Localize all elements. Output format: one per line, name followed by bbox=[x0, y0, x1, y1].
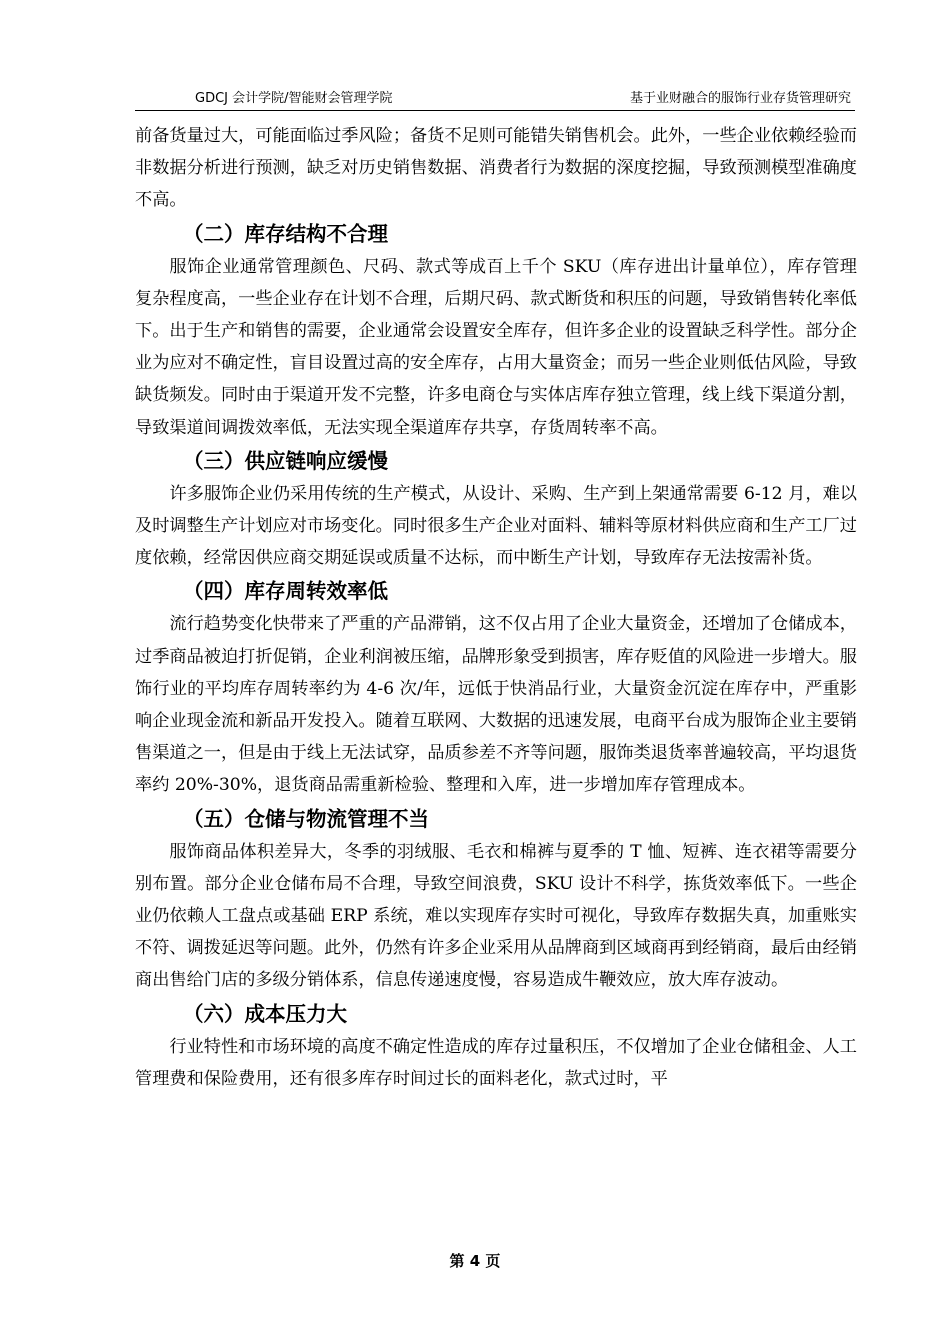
header-institution: GDCJ 会计学院/智能财会管理学院 bbox=[195, 91, 393, 106]
page-number: 第 4 页 bbox=[449, 1252, 501, 1270]
section-paragraph-6: 行业特性和市场环境的高度不确定性造成的库存过量积压，不仅增加了企业仓储租金、人工管理费和保险费用，还有很多库存时间过长的面料老化，款式过时，平 bbox=[135, 1036, 857, 1089]
section-heading-3: （三）供应链响应缓慢 bbox=[183, 448, 388, 473]
section-heading-4: （四）库存周转效率低 bbox=[183, 579, 388, 604]
section-paragraph-2: 服饰企业通常管理颜色、尺码、款式等成百上千个 SKU（库存进出计量单位），库存管理复杂程度高，一些企业存在计划不合理，后期尺码、款式断货和积压的问题，导致销售转化率低下。出于生产和销售的需要，企业通常会设置安全库存，但许多企业的设置缺乏科学性。部分企业为应对不确定性，盲目设置过高的安全库存，占用大量资金；而另一些企业则低估风险，导致缺货频发。同时由于渠道开发不完整，许多电商仓与实体店库存独立管理，线上线下渠道分割，导致渠道间调拨效率低，无法实现全渠道库存共享，存货周转率不高。 bbox=[135, 256, 857, 438]
section-heading-2: （二）库存结构不合理 bbox=[183, 221, 388, 246]
page-body bbox=[135, 120, 857, 1095]
section-heading-6: （六）成本压力大 bbox=[183, 1001, 347, 1026]
section-paragraph-4: 流行趋势变化快带来了严重的产品滞销，这不仅占用了企业大量资金，还增加了仓储成本，过季商品被迫打折促销，企业利润被压缩，品牌形象受到损害，库存贬值的风险进一步增大。服饰行业的平均库存周转率约为 4-6 次/年，远低于快消品行业，大量资金沉淀在库存中，严重影响企业现金流和新品开发投入。随着互联网、大数据的迅速发展，电商平台成为服饰企业主要销售渠道之一，但是由于线上无法试穿，品质参差不齐等问题，服饰类退货率普遍较高，平均退货率约 20%-30%，退货商品需重新检验、整理和入库，进一步增加库存管理成本。 bbox=[135, 614, 857, 796]
header-paper-title: 基于业财融合的服饰行业存货管理研究 bbox=[629, 91, 851, 106]
section-paragraph-3: 许多服饰企业仍采用传统的生产模式，从设计、采购、生产到上架通常需要 6-12 月，难以及时调整生产计划应对市场变化。同时很多生产企业对面料、辅料等原材料供应商和生产工厂过度依赖，经常因供应商交期延误或质量不达标，而中断生产计划，导致库存无法按需补货。 bbox=[135, 483, 857, 569]
page-header bbox=[135, 88, 855, 111]
paragraph-continued: 前备货量过大，可能面临过季风险；备货不足则可能错失销售机会。此外，一些企业依赖经验而非数据分析进行预测，缺乏对历史销售数据、消费者行为数据的深度挖掘，导致预测模型准确度不高。 bbox=[135, 126, 857, 211]
section-paragraph-5: 服饰商品体积差异大，冬季的羽绒服、毛衣和棉裤与夏季的 T 恤、短裤、连衣裙等需要分别布置。部分企业仓储布局不合理，导致空间浪费，SKU 设计不科学，拣货效率低下。一些企业仍依赖人工盘点或基础 ERP 系统，难以实现库存实时可视化，导致库存数据失真，加重账实不符、调拨延迟等问题。此外，仍然有许多企业采用从品牌商到区域商再到经销商，最后由经销商出售给门店的多级分销体系，信息传递速度慢，容易造成牛鞭效应，放大库存波动。 bbox=[135, 841, 857, 991]
section-heading-5: （五）仓储与物流管理不当 bbox=[183, 806, 429, 831]
